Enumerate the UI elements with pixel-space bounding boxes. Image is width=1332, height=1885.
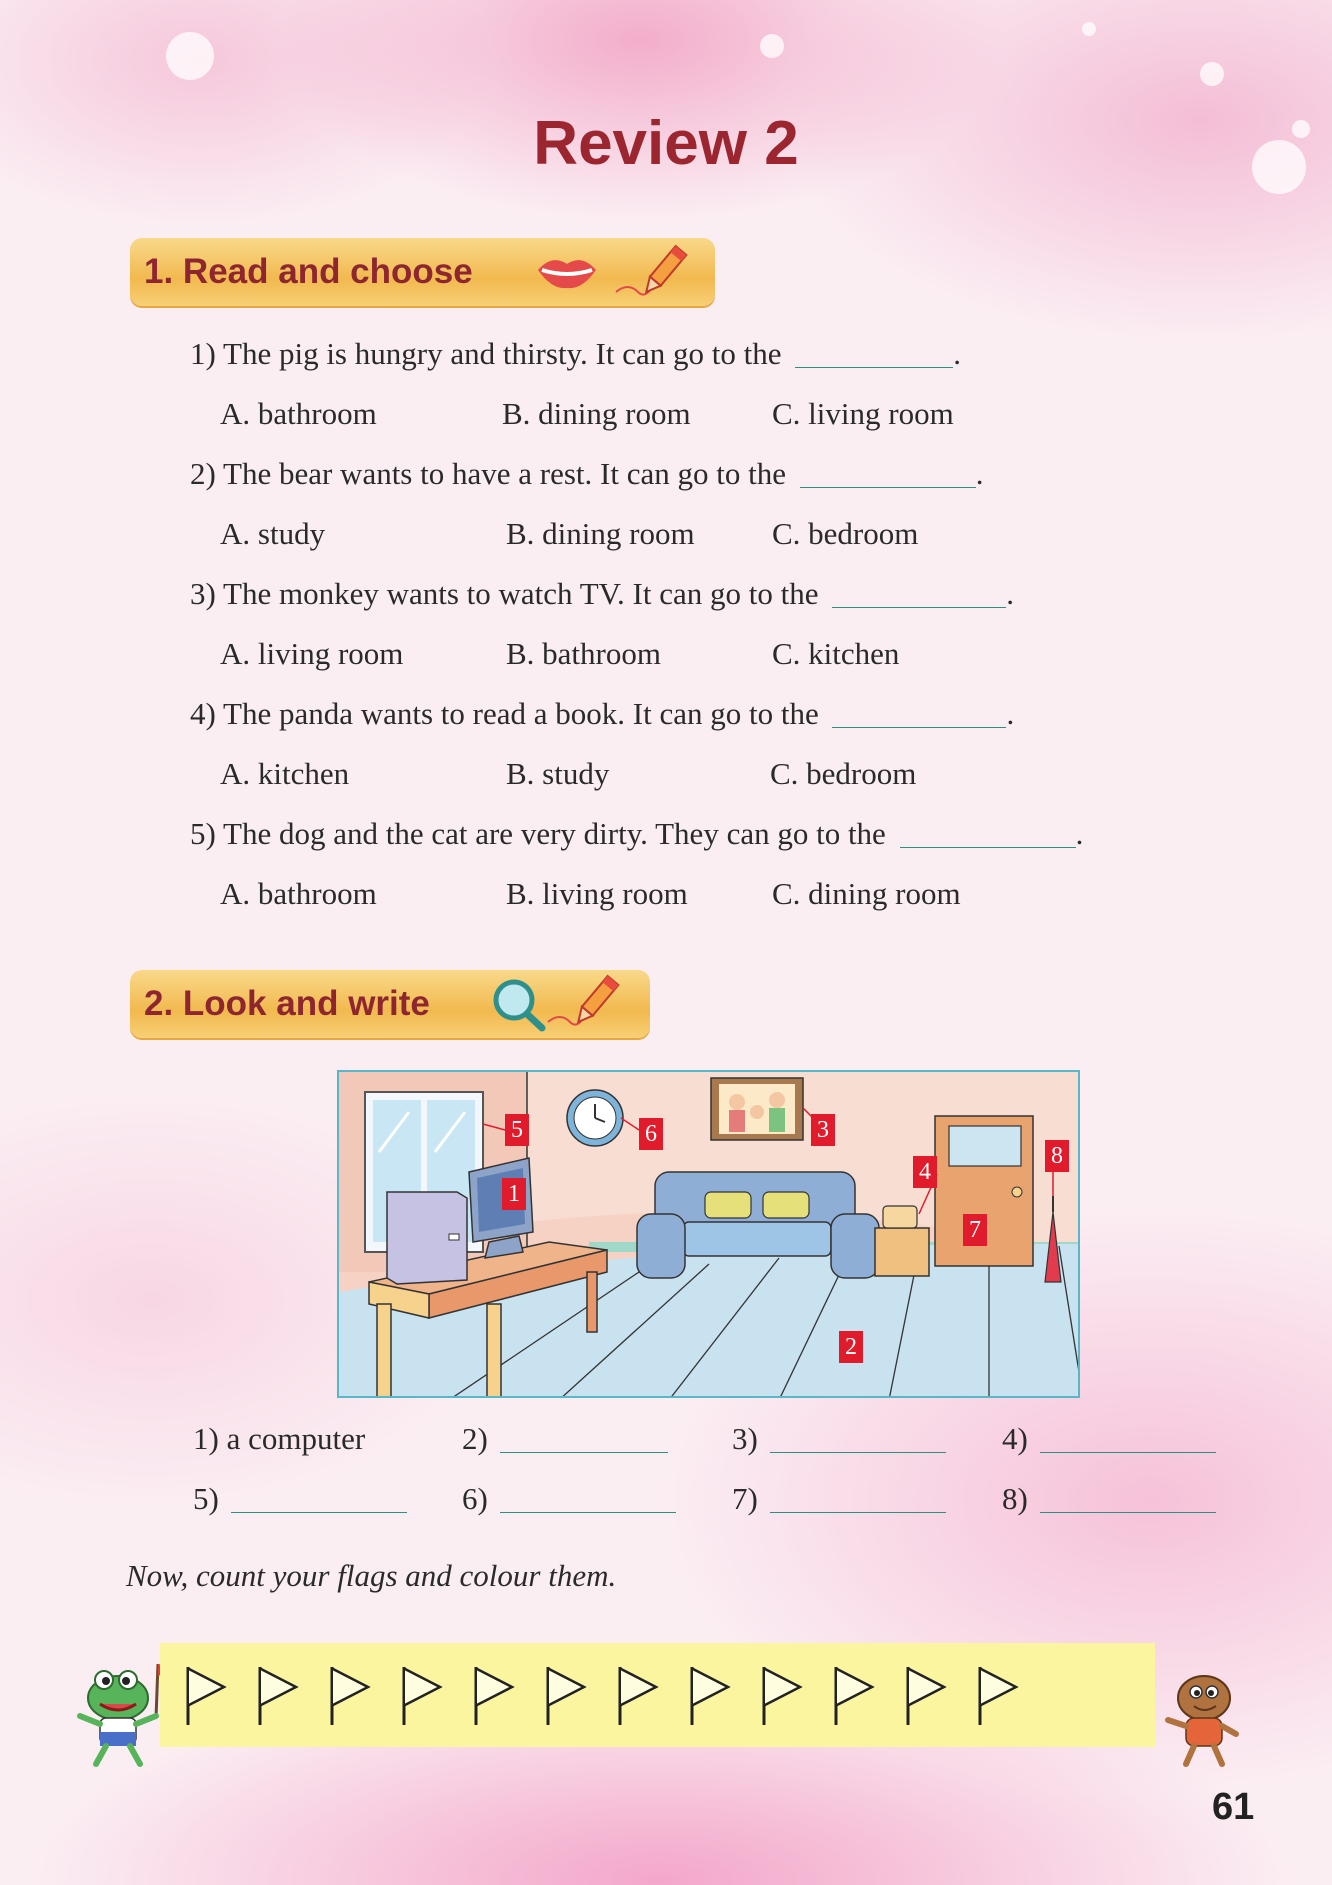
pencil-icon [608, 242, 688, 304]
tag-3: 3 [811, 1114, 835, 1146]
answer-number: 3) [732, 1421, 758, 1456]
answer-blank-1[interactable] [795, 367, 953, 368]
tag-2: 2 [839, 1331, 863, 1363]
section1-banner [130, 238, 715, 306]
option-4c[interactable]: C. bedroom [770, 756, 917, 791]
answer-item-3 [732, 1421, 946, 1457]
answer-blank[interactable] [1040, 1512, 1216, 1513]
option-5c[interactable]: C. dining room [772, 876, 961, 911]
flag-icon[interactable] [184, 1665, 228, 1727]
answer-item-4 [1002, 1421, 1216, 1457]
answer-number: 6) [462, 1481, 488, 1516]
question-5 [190, 816, 1083, 852]
answer-text: a computer [226, 1421, 366, 1456]
section2-heading: 2. Look and write [144, 984, 430, 1023]
flag-icon[interactable] [472, 1665, 516, 1727]
answer-number: 4) [1002, 1421, 1028, 1456]
room-illustration [337, 1070, 1080, 1398]
page-title: Review 2 [533, 109, 799, 178]
option-1a[interactable]: A. bathroom [220, 396, 377, 431]
period: . [953, 336, 961, 371]
question-3 [190, 576, 1014, 612]
question-1 [190, 336, 961, 372]
answer-blank-3[interactable] [832, 607, 1006, 608]
option-2a[interactable]: A. study [220, 516, 326, 551]
flag-icon[interactable] [688, 1665, 732, 1727]
flag-icon[interactable] [544, 1665, 588, 1727]
flag-strip [160, 1643, 1155, 1747]
flag-icon[interactable] [328, 1665, 372, 1727]
question-2-text: 2) The bear wants to have a rest. It can go to the [190, 456, 786, 491]
option-4a[interactable]: A. kitchen [220, 756, 350, 791]
answer-blank[interactable] [770, 1452, 946, 1453]
period: . [1006, 696, 1015, 731]
answer-blank-5[interactable] [900, 847, 1076, 848]
pencil-icon [540, 972, 620, 1034]
section2-banner [130, 970, 650, 1038]
tag-7: 7 [963, 1214, 987, 1246]
tag-8: 8 [1045, 1140, 1069, 1172]
answer-blank[interactable] [1040, 1452, 1216, 1453]
option-2c[interactable]: C. bedroom [772, 516, 919, 551]
option-5b[interactable]: B. living room [506, 876, 688, 911]
answer-number: 5) [193, 1481, 219, 1516]
section1-heading: 1. Read and choose [144, 252, 473, 291]
answer-item-1 [193, 1421, 365, 1457]
answer-blank-2[interactable] [800, 487, 976, 488]
question-4-text: 4) The panda wants to read a book. It can go to the [190, 696, 819, 731]
page-number: 61 [1212, 1786, 1255, 1828]
answer-blank[interactable] [231, 1512, 407, 1513]
option-3c[interactable]: C. kitchen [772, 636, 900, 671]
tag-4: 4 [913, 1156, 937, 1188]
option-5a[interactable]: A. bathroom [220, 876, 377, 911]
tag-6: 6 [639, 1118, 663, 1150]
flag-icon[interactable] [760, 1665, 804, 1727]
bubble [1082, 22, 1096, 36]
period: . [1075, 816, 1084, 851]
question-3-text: 3) The monkey wants to watch TV. It can go to the [190, 576, 819, 611]
flag-icon[interactable] [976, 1665, 1020, 1727]
answer-item-7 [732, 1481, 946, 1517]
bear-mascot-icon [1160, 1668, 1240, 1768]
lips-icon [534, 250, 600, 294]
flag-icon[interactable] [400, 1665, 444, 1727]
answer-number: 2) [462, 1421, 488, 1456]
period: . [975, 456, 984, 491]
option-3a[interactable]: A. living room [220, 636, 404, 671]
bubble [166, 32, 214, 80]
bubble [760, 34, 784, 58]
flag-icon[interactable] [904, 1665, 948, 1727]
answer-item-5 [193, 1481, 407, 1517]
question-4 [190, 696, 1014, 732]
count-instruction: Now, count your flags and colour them. [126, 1558, 617, 1593]
bubble [1200, 62, 1224, 86]
option-3b[interactable]: B. bathroom [506, 636, 661, 671]
option-1c[interactable]: C. living room [772, 396, 954, 431]
tag-1: 1 [502, 1178, 526, 1210]
question-2 [190, 456, 983, 492]
answer-number: 1) [193, 1421, 219, 1456]
answer-blank[interactable] [500, 1452, 668, 1453]
answer-item-6 [462, 1481, 676, 1517]
answer-blank[interactable] [500, 1512, 676, 1513]
answer-number: 8) [1002, 1481, 1028, 1516]
answer-blank[interactable] [770, 1512, 946, 1513]
option-4b[interactable]: B. study [506, 756, 610, 791]
answer-item-8 [1002, 1481, 1216, 1517]
tag-5: 5 [505, 1114, 529, 1146]
flag-icon[interactable] [616, 1665, 660, 1727]
answer-number: 7) [732, 1481, 758, 1516]
period: . [1006, 576, 1014, 611]
option-2b[interactable]: B. dining room [506, 516, 695, 551]
flag-icon[interactable] [832, 1665, 876, 1727]
option-1b[interactable]: B. dining room [502, 396, 691, 431]
question-5-text: 5) The dog and the cat are very dirty. They can go to the [190, 816, 886, 851]
answer-blank-4[interactable] [832, 727, 1006, 728]
answer-item-2 [462, 1421, 668, 1457]
question-1-text: 1) The pig is hungry and thirsty. It can go to the [190, 336, 782, 371]
flag-icon[interactable] [256, 1665, 300, 1727]
